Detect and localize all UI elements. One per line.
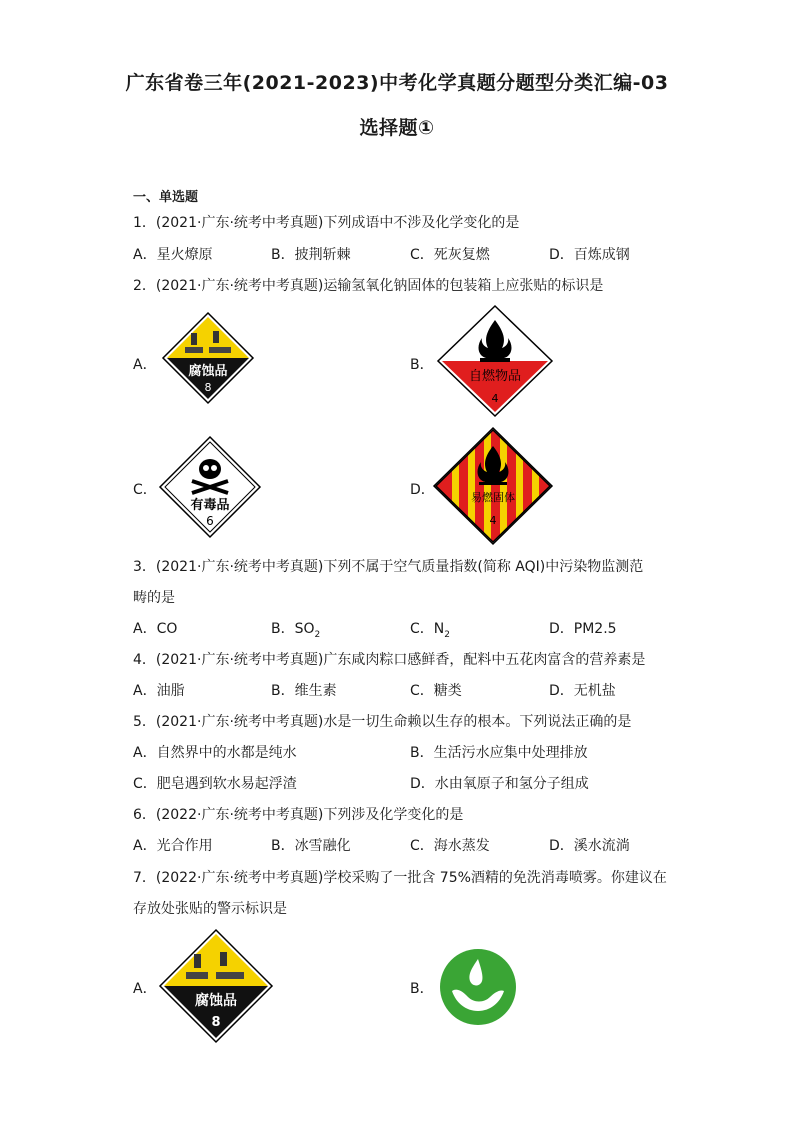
question-5-option-a: A．自然界中的水都是纯水 bbox=[133, 745, 297, 761]
spontaneous-combustion-sign bbox=[436, 304, 554, 422]
sign-c-text: 有毒品 bbox=[190, 498, 230, 513]
page-title: 广东省卷三年(2021-2023)中考化学真题分题型分类汇编-03 bbox=[125, 72, 669, 94]
question-3-option-d: D．PM2.5 bbox=[549, 621, 617, 637]
sign-d-text: 易燃固体 bbox=[471, 491, 515, 504]
question-6-stem: 6．(2022·广东·统考中考真题)下列涉及化学变化的是 bbox=[133, 807, 464, 823]
question-3-stem-line-1: 3．(2021·广东·统考中考真题)下列不属于空气质量指数(简称 AQI)中污染物监测范 bbox=[133, 559, 644, 575]
question-2-option-a: A． bbox=[133, 357, 157, 373]
question-5-option-b: B．生活污水应集中处理排放 bbox=[410, 745, 588, 761]
question-1-option-c: C．死灰复燃 bbox=[410, 247, 490, 263]
question-7-stem-line-1: 7．(2022·广东·统考中考真题)学校采购了一批含 75%酒精的免洗消毒喷雾。你建议在 bbox=[133, 870, 667, 886]
section-heading: 一、单选题 bbox=[133, 190, 199, 205]
sign-7a-number: 8 bbox=[211, 1015, 221, 1030]
question-2-option-d: D． bbox=[410, 482, 435, 498]
question-4-option-b: B．维生素 bbox=[271, 683, 337, 699]
question-2-option-b: B． bbox=[410, 357, 434, 373]
question-2-stem: 2．(2021·广东·统考中考真题)运输氢氧化钠固体的包装箱上应张贴的标识是 bbox=[133, 278, 604, 294]
question-4-option-a: A．油脂 bbox=[133, 683, 185, 699]
sign-a-text: 腐蚀品 bbox=[188, 364, 228, 379]
question-7-option-a: A． bbox=[133, 981, 157, 997]
question-5-stem: 5．(2021·广东·统考中考真题)水是一切生命赖以生存的根本。下列说法正确的是 bbox=[133, 714, 632, 730]
sign-d-number: 4 bbox=[489, 514, 497, 527]
question-6-option-c: C．海水蒸发 bbox=[410, 838, 490, 854]
question-3-option-a: A．CO bbox=[133, 621, 178, 637]
question-4-option-d: D．无机盐 bbox=[549, 683, 616, 699]
question-3-option-c: C．$N_2$ bbox=[410, 621, 450, 640]
sign-7a-text: 腐蚀品 bbox=[195, 993, 237, 1009]
question-1-option-d: D．百炼成钢 bbox=[549, 247, 630, 263]
question-6-option-b: B．冰雪融化 bbox=[271, 838, 351, 854]
sign-c-number: 6 bbox=[206, 514, 214, 528]
question-1-option-a: A．星火燎原 bbox=[133, 247, 213, 263]
corrosive-sign-2 bbox=[158, 928, 274, 1048]
question-6-option-a: A．光合作用 bbox=[133, 838, 213, 854]
question-3-option-b: B．$SO_2$ bbox=[271, 621, 321, 640]
question-5-option-c: C．肥皂遇到软水易起浮渣 bbox=[133, 776, 297, 792]
question-4-stem: 4．(2021·广东·统考中考真题)广东咸肉粽口感鲜香，配料中五花肉富含的营养素是 bbox=[133, 652, 646, 668]
question-5-option-d: D．水由氧原子和氢分子组成 bbox=[410, 776, 589, 792]
toxic-sign bbox=[158, 435, 262, 543]
question-1-option-b: B．披荆斩棘 bbox=[271, 247, 351, 263]
sign-a-number: 8 bbox=[204, 381, 212, 394]
question-2-option-c: C． bbox=[133, 482, 157, 498]
corrosive-sign bbox=[161, 311, 255, 409]
question-6-option-d: D．溪水流淌 bbox=[549, 838, 630, 854]
sign-b-number: 4 bbox=[491, 392, 499, 405]
sign-b-text: 自燃物品 bbox=[468, 369, 522, 384]
question-1-stem: 1．(2021·广东·统考中考真题)下列成语中不涉及化学变化的是 bbox=[133, 215, 520, 231]
page-subtitle: 选择题① bbox=[359, 117, 435, 139]
water-saving-icon bbox=[438, 947, 518, 1031]
question-4-option-c: C．糖类 bbox=[410, 683, 462, 699]
question-7-stem-line-2: 存放处张贴的警示标识是 bbox=[133, 901, 287, 917]
flammable-solid-sign bbox=[432, 426, 554, 550]
question-7-option-b: B． bbox=[410, 981, 434, 997]
question-3-stem-line-2: 畴的是 bbox=[133, 590, 175, 606]
